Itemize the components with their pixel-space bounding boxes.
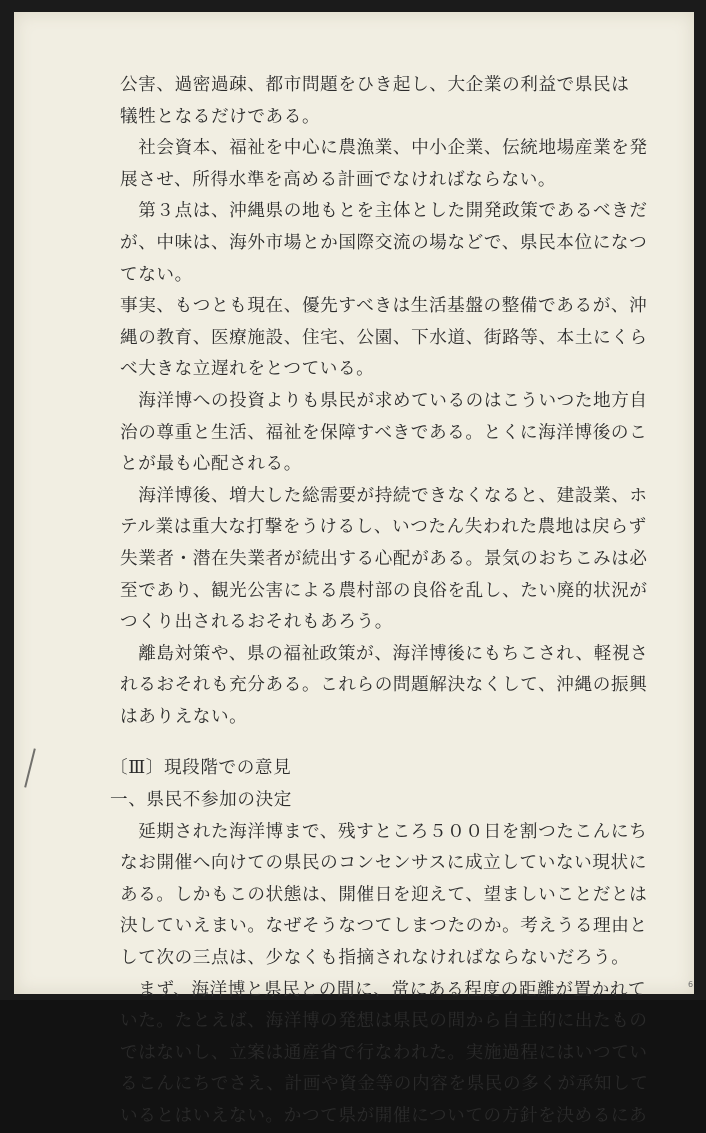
text-line: して次の三点は、少なくも指摘されなければならないだろう。 <box>120 948 630 969</box>
text-line: いた。たとえば、海洋博の発想は県民の間から自主的に出たもの <box>120 1011 648 1032</box>
text-line: 公害、過密過疎、都市問題をひき起し、大企業の利益で県民は <box>120 75 630 95</box>
text-line: つくり出されるおそれもあろう。 <box>120 612 393 633</box>
text-line: 社会資本、福祉を中心に農漁業、中小企業、伝統地場産業を発 <box>120 138 648 159</box>
text-line: 第３点は、沖縄県の地もとを主体とした開発政策であるべきだ <box>120 201 648 222</box>
text-line: 失業者・潜在失業者が続出する心配がある。景気のおちこみは必 <box>120 548 648 569</box>
text-line: 縄の教育、医療施設、住宅、公園、下水道、街路等、本土にくら <box>120 327 648 348</box>
section-gap <box>120 733 650 753</box>
text-line: 海洋博後、増大した総需要が持続できなくなると、建設業、ホ <box>120 485 648 506</box>
text-line: 事実、もつとも現在、優先すべきは生活基盤の整備であるが、沖 <box>120 296 648 317</box>
text-line: 決していえまい。なぜそうなつてしまつたのか。考えうる理由と <box>120 916 648 937</box>
text-line: 犠牲となるだけである。 <box>120 106 321 127</box>
text-line: なお開催へ向けての県民のコンセンサスに成立していない現状に <box>120 853 647 874</box>
text-line: れるおそれも充分ある。これらの問題解決なくして、沖縄の振興 <box>120 675 648 696</box>
text-line: 展させ、所得水準を高める計画でなければならない。 <box>120 169 557 190</box>
text-line: 離島対策や、県の福祉政策が、海洋博後にもちこされ、軽視さ <box>120 643 649 664</box>
text-line: 治の尊重と生活、福祉を保障すべきである。とくに海洋博後のこ <box>120 422 648 443</box>
text-line: いるとはいえない。かつて県が開催についての方針を決めるにあ <box>120 1106 648 1126</box>
page-marker: 6 <box>688 980 694 989</box>
text-line: 延期された海洋博まで、残すところ５００日を割つたこんにち <box>120 821 648 842</box>
text-line: ではないし、立案は通産省で行なわれた。実施過程にはいつてい <box>120 1042 648 1063</box>
subsection-heading: 一、県民不参加の決定 <box>110 790 292 811</box>
document-text <box>110 70 650 1133</box>
text-line: るこんにちでさえ、計画や資金等の内容を県民の多くが承知して <box>120 1074 649 1095</box>
text-line: 至であり、観光公害による農村部の良俗を乱し、たい廃的状況が <box>120 580 648 601</box>
text-line: ある。しかもこの状態は、開催日を迎えて、望ましいことだとは <box>120 884 648 905</box>
text-line: が、中味は、海外市場とか国際交流の場などで、県民本位になつ <box>120 232 648 253</box>
section-heading: 〔Ⅲ〕現段階での意見 <box>110 758 292 779</box>
text-line: てない。 <box>120 264 193 285</box>
text-line: べ大きな立遅れをとつている。 <box>120 359 375 380</box>
text-line: とが最も心配される。 <box>120 454 302 475</box>
text-line: はありえない。 <box>120 706 248 727</box>
text-line: テル業は重大な打撃をうけるし、いつたん失われた農地は戻らず <box>120 517 647 538</box>
text-line: 海洋博への投資よりも県民が求めているのはこういつた地方自 <box>120 390 648 411</box>
text-line: まず、海洋博と県民との間に、常にある程度の距離が置かれて <box>120 979 647 1000</box>
